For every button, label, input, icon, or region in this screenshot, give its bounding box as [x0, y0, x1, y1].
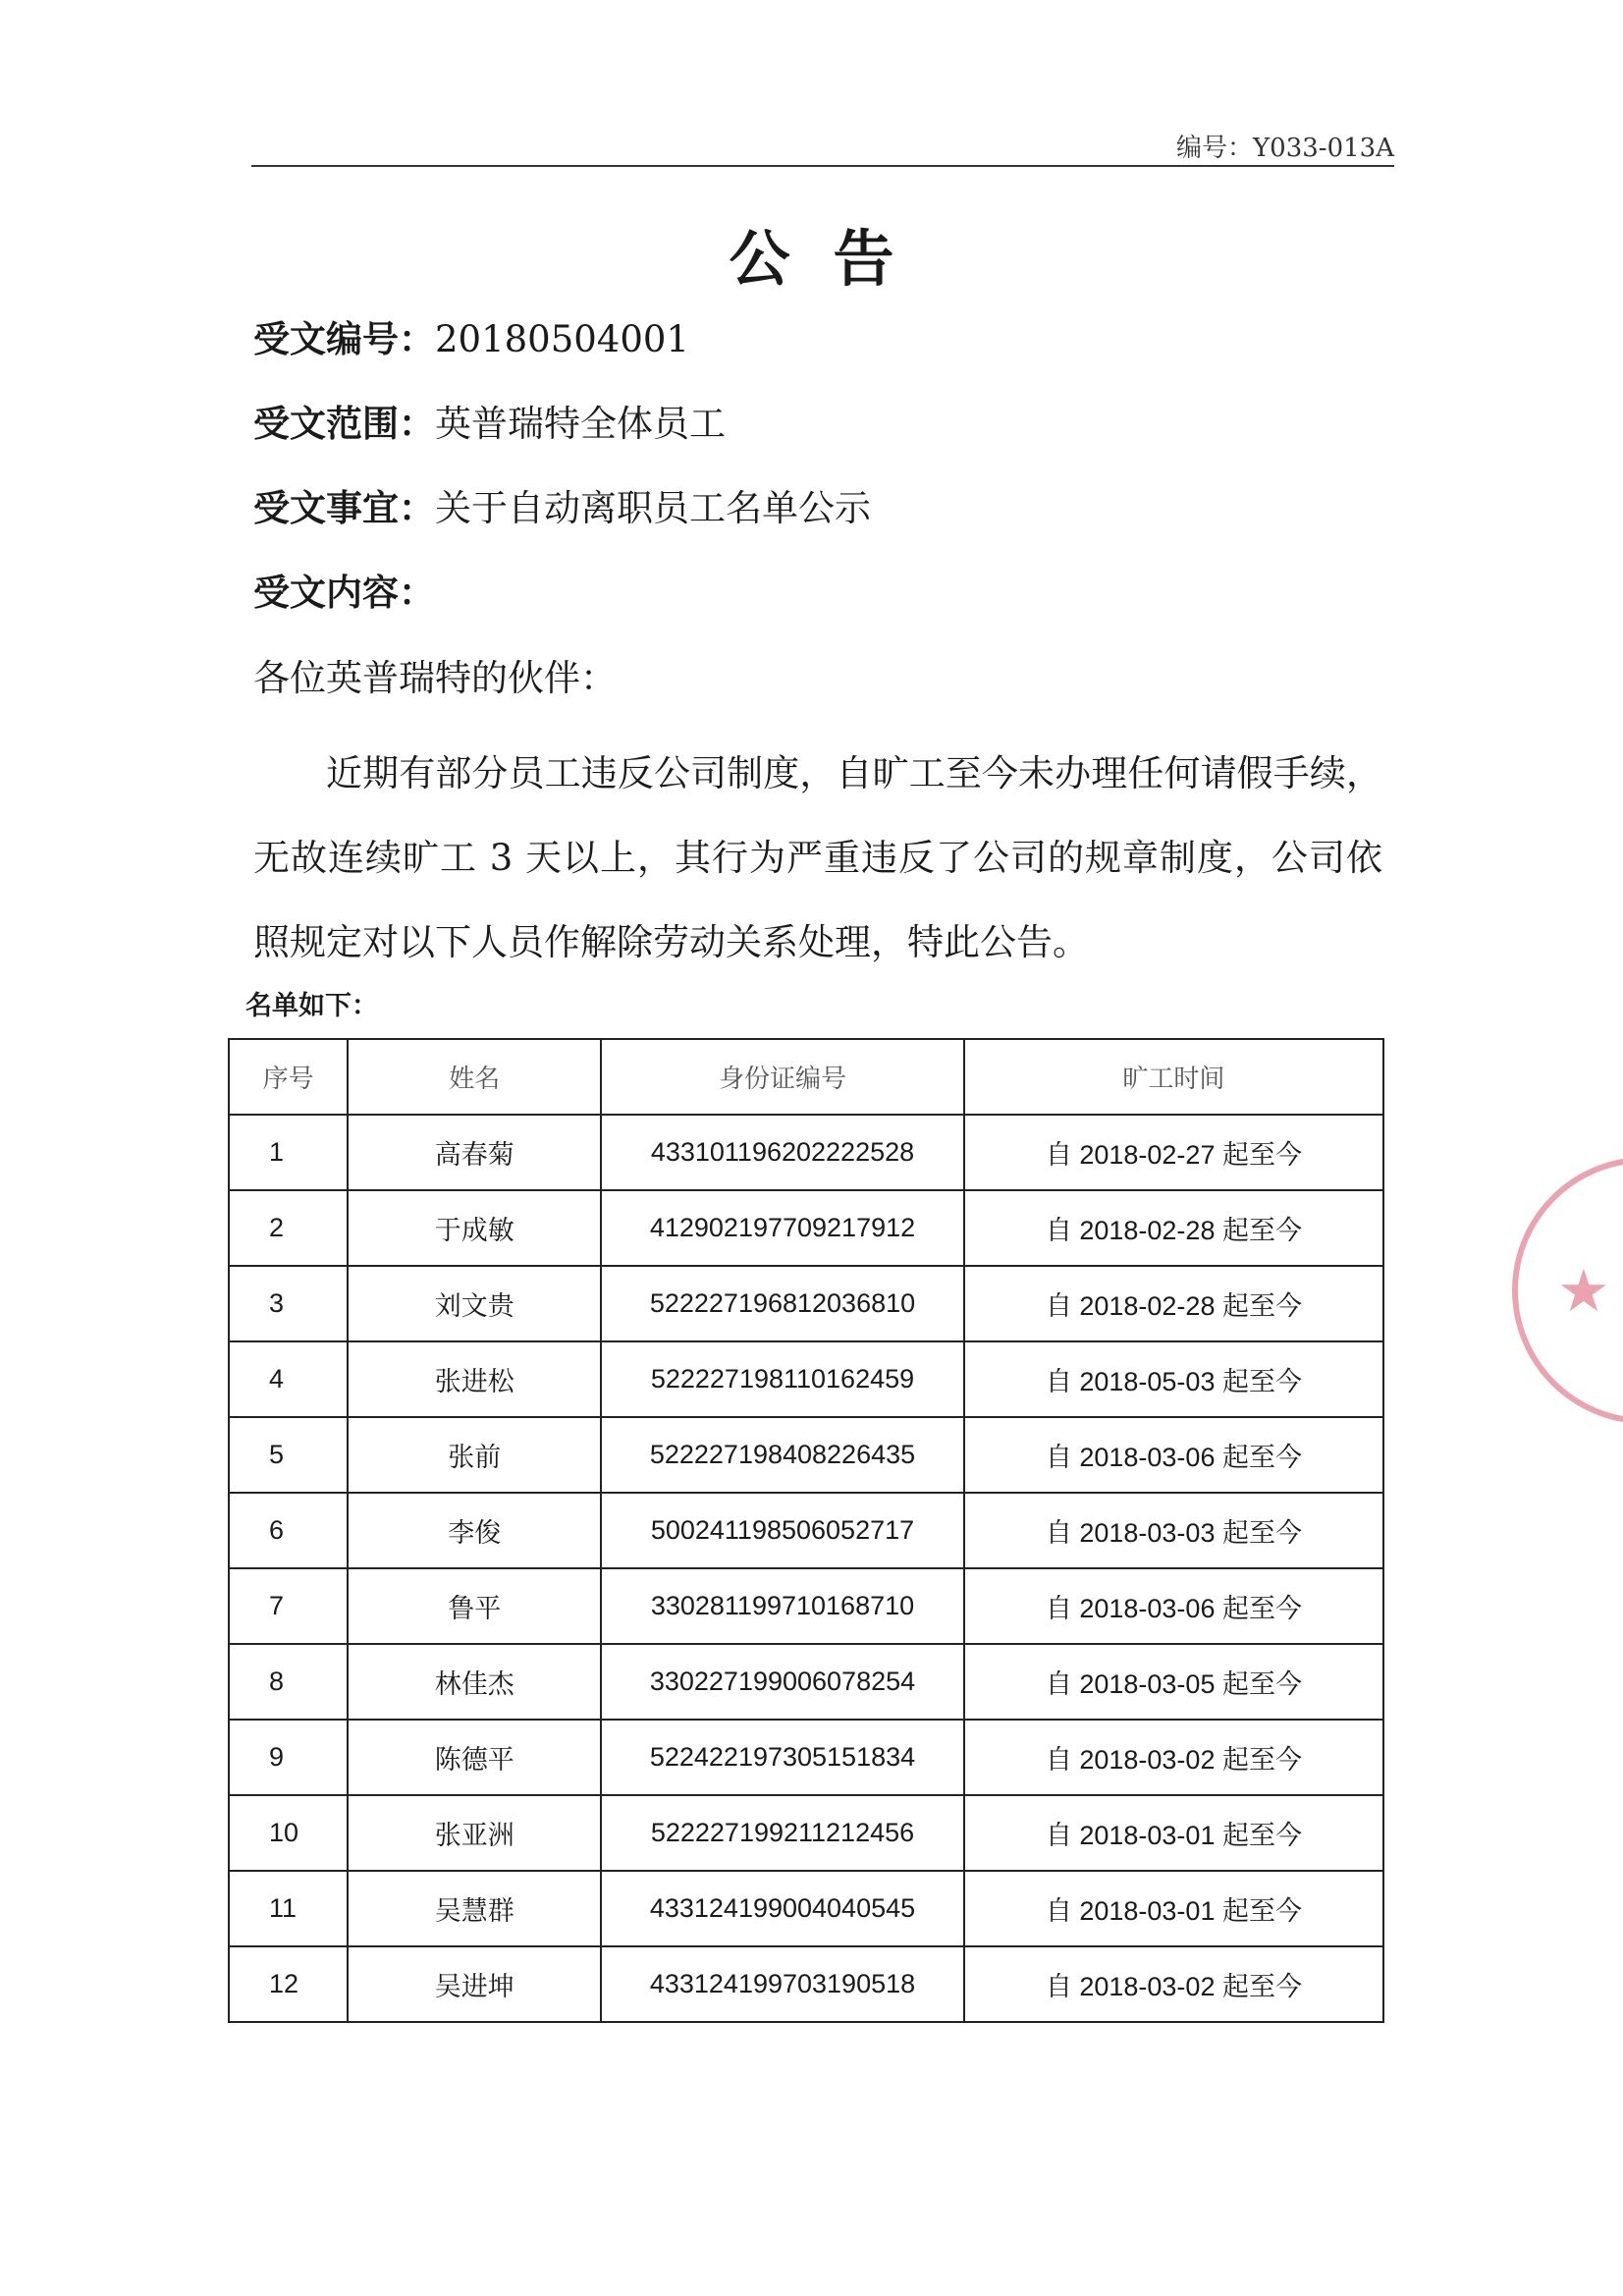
cell-id-number: 433124199703190518	[601, 1946, 964, 2022]
cell-name: 高春菊	[348, 1115, 601, 1190]
cell-name: 张前	[348, 1417, 601, 1493]
table-row	[229, 1795, 1383, 1871]
cell-id-number: 330227199006078254	[601, 1644, 964, 1720]
cell-absence-time: 自 2018-03-01 起至今	[964, 1871, 1383, 1946]
cell-index: 8	[229, 1644, 348, 1720]
field-content	[253, 563, 435, 616]
cell-name: 林佳杰	[348, 1644, 601, 1720]
table-row	[229, 1417, 1383, 1493]
greeting: 各位英普瑞特的伙伴：	[253, 657, 617, 699]
cell-name: 鲁平	[348, 1568, 601, 1644]
cell-absence-time: 自 2018-03-03 起至今	[964, 1493, 1383, 1568]
header-index: 序号	[229, 1039, 348, 1115]
cell-index: 2	[229, 1190, 348, 1266]
table-row	[229, 1115, 1383, 1190]
header-name: 姓名	[348, 1039, 601, 1115]
cell-id-number: 522227198110162459	[601, 1341, 964, 1417]
field-value: 关于自动离职员工名单公示	[435, 487, 871, 529]
cell-absence-time: 自 2018-03-02 起至今	[964, 1720, 1383, 1795]
cell-absence-time: 自 2018-03-02 起至今	[964, 1946, 1383, 2022]
cell-index: 5	[229, 1417, 348, 1493]
cell-absence-time: 自 2018-03-05 起至今	[964, 1644, 1383, 1720]
list-title: 名单如下：	[245, 991, 378, 1021]
cell-index: 11	[229, 1871, 348, 1946]
field-value: 英普瑞特全体员工	[435, 403, 726, 445]
cell-name: 陈德平	[348, 1720, 601, 1795]
notice-title: 公告	[729, 223, 938, 295]
table-header-row	[229, 1039, 1383, 1115]
cell-id-number: 522227199211212456	[601, 1795, 964, 1871]
cell-name: 李俊	[348, 1493, 601, 1568]
table-row	[229, 1493, 1383, 1568]
table-row	[229, 1720, 1383, 1795]
cell-index: 3	[229, 1266, 348, 1341]
cell-id-number: 500241198506052717	[601, 1493, 964, 1568]
cell-absence-time: 自 2018-02-27 起至今	[964, 1115, 1383, 1190]
table-row	[229, 1644, 1383, 1720]
cell-index: 12	[229, 1946, 348, 2022]
cell-index: 1	[229, 1115, 348, 1190]
cell-index: 7	[229, 1568, 348, 1644]
company-seal	[1512, 1157, 1623, 1424]
cell-absence-time: 自 2018-02-28 起至今	[964, 1190, 1383, 1266]
cell-id-number: 330281199710168710	[601, 1568, 964, 1644]
cell-absence-time: 自 2018-05-03 起至今	[964, 1341, 1383, 1417]
table-row	[229, 1190, 1383, 1266]
table-row	[229, 1341, 1383, 1417]
cell-index: 6	[229, 1493, 348, 1568]
cell-absence-time: 自 2018-03-01 起至今	[964, 1795, 1383, 1871]
table-row	[229, 1568, 1383, 1644]
field-label: 受文编号：	[253, 318, 435, 360]
table-row	[229, 1266, 1383, 1341]
cell-id-number: 522422197305151834	[601, 1720, 964, 1795]
cell-index: 9	[229, 1720, 348, 1795]
table-row	[229, 1871, 1383, 1946]
cell-absence-time: 自 2018-03-06 起至今	[964, 1417, 1383, 1493]
header-absence-time: 旷工时间	[964, 1039, 1383, 1115]
cell-index: 4	[229, 1341, 348, 1417]
cell-id-number: 433124199004040545	[601, 1871, 964, 1946]
table-row	[229, 1946, 1383, 2022]
cell-name: 张进松	[348, 1341, 601, 1417]
employee-table	[228, 1038, 1384, 2023]
cell-id-number: 412902197709217912	[601, 1190, 964, 1266]
field-scope	[253, 394, 726, 447]
seal-star-icon: ★	[1557, 1257, 1610, 1326]
field-label: 受文范围：	[253, 403, 435, 445]
field-label: 受文事宜：	[253, 487, 435, 529]
header-divider	[251, 165, 1394, 167]
cell-name: 吴慧群	[348, 1871, 601, 1946]
field-subject	[253, 478, 871, 531]
field-label: 受文内容：	[253, 572, 435, 614]
notice-body: 近期有部分员工违反公司制度，自旷工至今未办理任何请假手续，无故连续旷工 3 天以上，其行为严重违反了公司的规章制度，公司依照规定对以下人员作解除劳动关系处理，特此公告。	[253, 752, 1382, 963]
cell-id-number: 522227198408226435	[601, 1417, 964, 1493]
header-id-number: 身份证编号	[601, 1039, 964, 1115]
cell-index: 10	[229, 1795, 348, 1871]
cell-name: 于成敏	[348, 1190, 601, 1266]
cell-id-number: 522227196812036810	[601, 1266, 964, 1341]
cell-id-number: 433101196202222528	[601, 1115, 964, 1190]
cell-name: 刘文贵	[348, 1266, 601, 1341]
cell-name: 张亚洲	[348, 1795, 601, 1871]
cell-absence-time: 自 2018-02-28 起至今	[964, 1266, 1383, 1341]
field-doc-number	[253, 309, 689, 362]
document-number: 编号：Y033-013A	[1176, 134, 1394, 163]
cell-name: 吴进坤	[348, 1946, 601, 2022]
field-value: 20180504001	[435, 318, 689, 360]
cell-absence-time: 自 2018-03-06 起至今	[964, 1568, 1383, 1644]
